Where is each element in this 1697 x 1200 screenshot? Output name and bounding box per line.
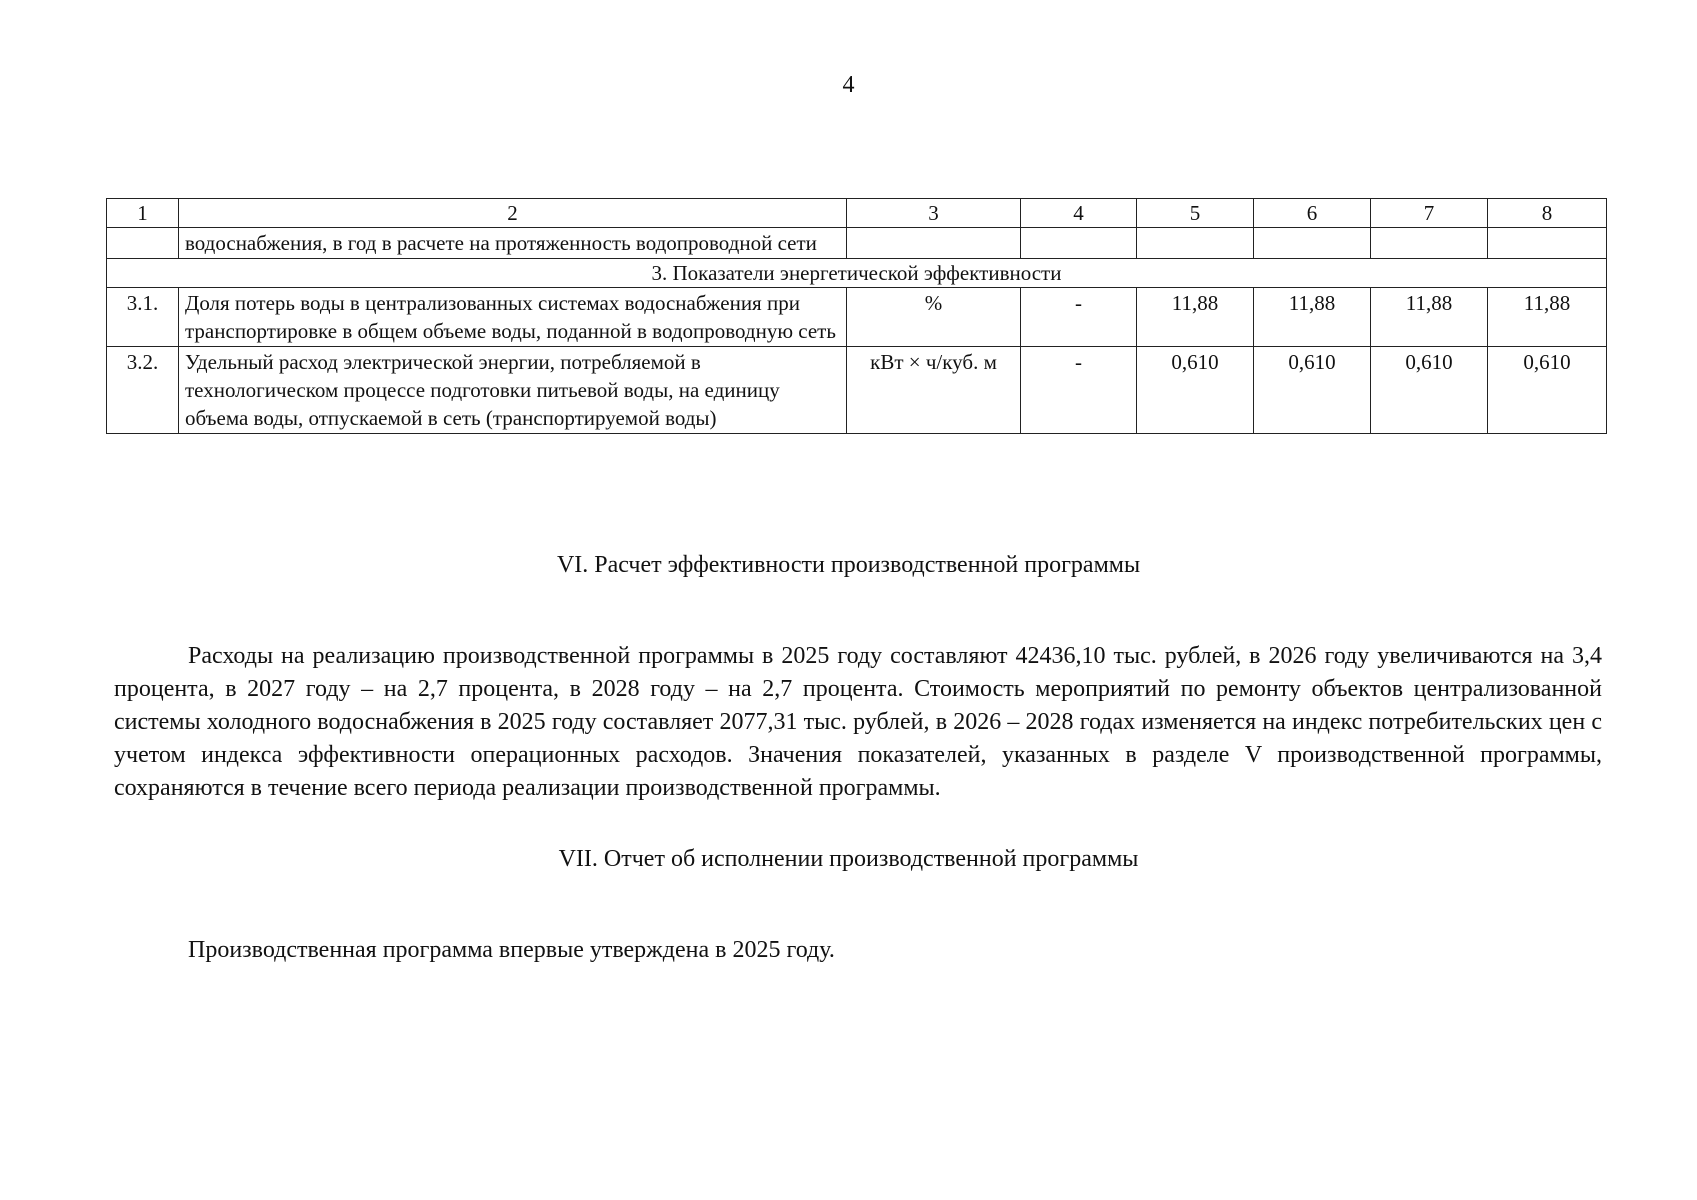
unit-cell: кВт × ч/куб. м (847, 347, 1021, 434)
unit-cell (847, 228, 1021, 259)
page-number: 4 (842, 72, 855, 98)
section-paragraph-vii: Производственная программа впервые утверждена в 2025 году. (188, 937, 835, 963)
table-row (107, 288, 1607, 347)
base-value-cell: - (1021, 347, 1137, 434)
row-number-cell: 3.1. (107, 288, 179, 347)
value-cell: 0,610 (1371, 347, 1488, 434)
base-value-cell: - (1021, 288, 1137, 347)
value-cell: 11,88 (1488, 288, 1607, 347)
value-cell: 11,88 (1371, 288, 1488, 347)
table-row (107, 228, 1607, 259)
indicator-name-cell: водоснабжения, в год в расчете на протяженность водопроводной сети (179, 228, 847, 259)
value-cell: 0,610 (1137, 347, 1254, 434)
value-cell (1021, 228, 1137, 259)
row-number-cell: 3.2. (107, 347, 179, 434)
section-title-row (107, 259, 1607, 288)
value-cell: 0,610 (1254, 347, 1371, 434)
value-cell (1137, 228, 1254, 259)
column-header: 6 (1254, 199, 1371, 228)
indicator-name-cell: Удельный расход электрической энергии, потребляемой в технологическом процессе подготовки питьевой воды, на единицу объема воды, отпускаемой в сеть (транспортируемой воды) (179, 347, 847, 434)
column-header: 1 (107, 199, 179, 228)
value-cell: 0,610 (1488, 347, 1607, 434)
value-cell: 11,88 (1137, 288, 1254, 347)
column-header: 5 (1137, 199, 1254, 228)
column-header: 2 (179, 199, 847, 228)
table-header-row (107, 199, 1607, 228)
value-cell: 11,88 (1254, 288, 1371, 347)
table-row (107, 347, 1607, 434)
column-header: 4 (1021, 199, 1137, 228)
column-header: 7 (1371, 199, 1488, 228)
value-cell (1488, 228, 1607, 259)
column-header: 3 (847, 199, 1021, 228)
indicators-table (106, 198, 1607, 434)
unit-cell: % (847, 288, 1021, 347)
row-number-cell (107, 228, 179, 259)
indicator-name-cell: Доля потерь воды в централизованных системах водоснабжения при транспортировке в общем объеме воды, поданной в водопроводную сеть (179, 288, 847, 347)
section-heading-vi: VI. Расчет эффективности производственной программы (556, 552, 1141, 578)
value-cell (1254, 228, 1371, 259)
column-header: 8 (1488, 199, 1607, 228)
section-title-cell: 3. Показатели энергетической эффективности (107, 259, 1607, 288)
section-paragraph-vi: Расходы на реализацию производственной программы в 2025 году составляют 42436,10 тыс. рублей, в 2026 году увеличиваются на 3,4 процента, в 2027 году – на 2,7 процента, в 2028 году – на 2,7 процента. Стоимость мероприятий по ремонту объектов централизованной системы холодного водоснабжения в 2025 году составляет 2077,31 тыс. рублей, в 2026 – 2028 годах изменяется на индекс потребительских цен с учетом индекса эффективности операционных расходов. Значения показателей, указанных в разделе V производственной программы, сохраняются в течение всего периода реализации производственной программы. (114, 643, 1602, 801)
value-cell (1371, 228, 1488, 259)
section-heading-vii: VII. Отчет об исполнении производственной программы (558, 846, 1139, 872)
